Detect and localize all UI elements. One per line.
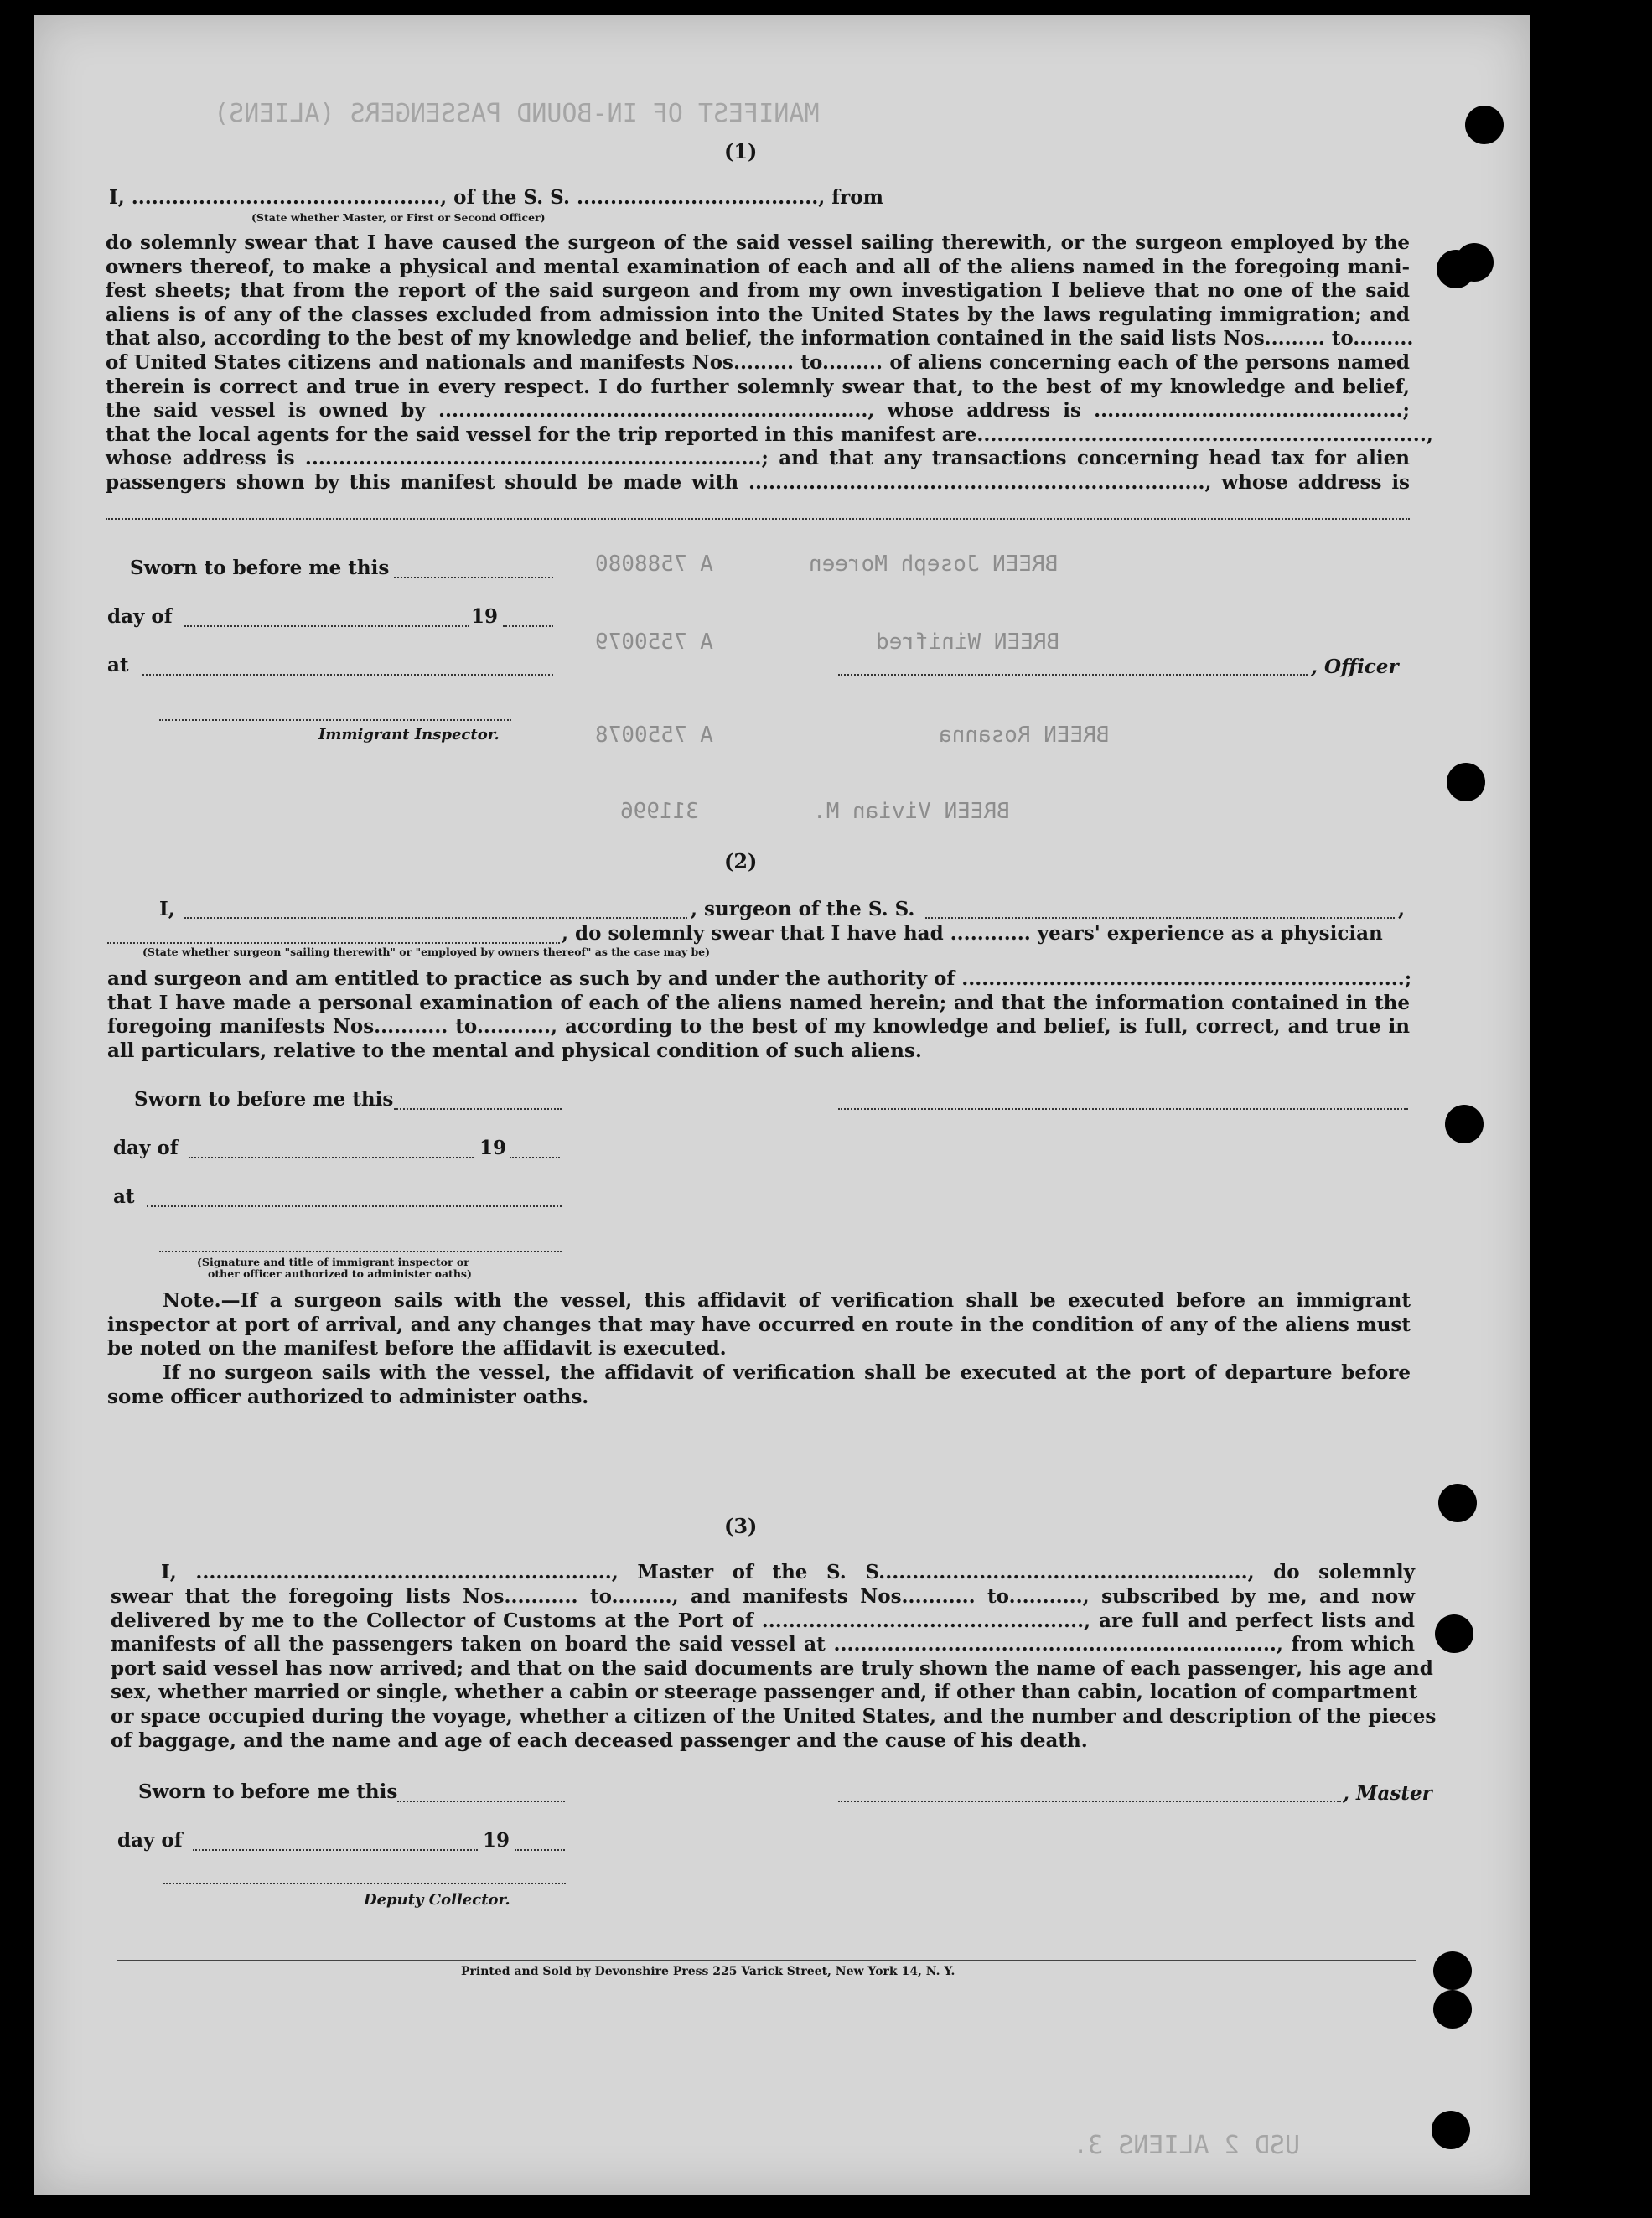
bleed-through-number: A 7588080 — [595, 552, 713, 577]
note-line: If no surgeon sails with the vessel, the affidavit of verification shall be executed at the port of departure before — [163, 1361, 1411, 1384]
section-3-day-field — [193, 1849, 478, 1851]
printer-imprint: Printed and Sold by Devonshire Press 225 Varick Street, New York 14, N. Y. — [461, 1965, 955, 1978]
section-1-caption: (State whether Master, or First or Second Officer) — [251, 211, 546, 224]
section-2-officer-signature-field — [159, 1251, 562, 1252]
section-1-sworn-label: Sworn to before me this — [130, 557, 390, 579]
bleed-through-bottom: USD 2 ALIENS 3. — [1073, 2131, 1300, 2160]
note-line: inspector at port of arrival, and any changes that may have occurred en route in the condition of any of the aliens must — [107, 1313, 1411, 1336]
note-paragraph-2 — [107, 1361, 1411, 1409]
section-1-day-field — [184, 625, 469, 627]
section-3-paragraph — [161, 1561, 1415, 1585]
note-line: Note.—If a surgeon sails with the vessel, this affidavit of verification shall be executed before an immigrant — [163, 1289, 1411, 1312]
binder-hole — [1433, 1951, 1472, 1990]
bleed-through-title: MANIFEST OF IN-BOUND PASSENGERS (ALIENS) — [214, 99, 820, 128]
section-2-day-label: day of — [113, 1137, 179, 1159]
section-1-year-label: 19 — [471, 605, 499, 628]
section-2-at-label: at — [113, 1185, 135, 1208]
footer-rule — [117, 1960, 1416, 1961]
section-1-line: passengers shown by this manifest should be made with ...................................................................., whose address is — [106, 470, 1410, 494]
section-3-year-field — [515, 1849, 565, 1851]
section-2-line: that I have made a personal examination of each of the aliens named herein; and that the information contained in the — [107, 991, 1410, 1014]
section-2-line1-end: , — [1398, 898, 1406, 920]
section-1-day-label: day of — [107, 605, 173, 628]
binder-hole — [1447, 763, 1485, 801]
section-2-line2: , do solemnly swear that I have had ............ years' experience as a physician — [562, 922, 1383, 945]
section-1-line: owners thereof, to make a physical and mental examination of each and all of the aliens named in the foregoing mani- — [106, 255, 1410, 278]
section-3-line: of baggage, and the name and age of each deceased passenger and the cause of his death. — [111, 1728, 1088, 1752]
section-1-line: fest sheets; that from the report of the said surgeon and from my own investigation I believe that no one of the said — [106, 279, 1410, 303]
section-2-line: foregoing manifests Nos........... to..........., according to the best of my knowledge and belief, is full, correct, and true in — [107, 1015, 1410, 1039]
binder-hole — [1435, 1614, 1473, 1653]
section-2-paragraph — [107, 967, 1410, 1063]
section-3-master-field — [838, 1801, 1341, 1802]
section-3-master-label: , Master — [1343, 1782, 1432, 1805]
section-2-vessel-field — [925, 917, 1395, 919]
bleed-through-name: BREEN Winifred — [876, 630, 1060, 655]
section-1-paragraph — [106, 231, 1433, 495]
binder-hole — [1438, 1484, 1477, 1522]
section-3-deputy-field — [163, 1883, 566, 1884]
binder-hole — [1432, 2111, 1470, 2149]
section-2-sworn-field — [394, 1108, 562, 1110]
section-1-line: aliens is of any of the classes excluded from admission into the United States by the laws regulating immigration; and — [106, 303, 1410, 326]
section-2-signature-caption: (Signature and title of immigrant inspector or — [197, 1256, 469, 1268]
section-1-line: that the local agents for the said vessel for the trip reported in this manifest are..................................................................., — [106, 422, 1433, 446]
section-1-officer-field — [838, 674, 1308, 676]
section-1-officer-label: , Officer — [1311, 656, 1399, 678]
section-1-at-label: at — [107, 654, 129, 676]
section-2-signature-caption: other officer authorized to administer oaths) — [208, 1267, 472, 1280]
section-3-line: sex, whether married or single, whether a cabin or steerage passenger and, if other than cabin, location of compartment — [111, 1681, 1418, 1704]
section-2-name-field — [184, 917, 687, 919]
section-3-paragraph-body — [111, 1585, 1437, 1753]
note-line: be noted on the manifest before the affidavit is executed. — [107, 1337, 727, 1360]
bleed-through-name: BREEN Joseph Moreen — [809, 552, 1059, 577]
section-1-inspector-field — [159, 719, 511, 721]
section-3-number: (3) — [724, 1514, 758, 1538]
binder-hole — [1445, 1105, 1484, 1143]
bleed-through-name: BREEN Vivian M. — [813, 799, 1010, 824]
binder-hole — [1433, 1990, 1472, 2029]
section-2-line1-right: , surgeon of the S. S. — [691, 898, 915, 920]
section-1-line: that also, according to the best of my knowledge and belief, the information contained in the said lists Nos......... to......... — [106, 327, 1414, 350]
section-2-at-field — [147, 1205, 562, 1207]
section-3-line: manifests of all the passengers taken on board the said vessel at .................................................................., from which — [111, 1633, 1415, 1656]
bleed-through-number: A 7550078 — [595, 723, 713, 748]
section-2-title-field — [107, 942, 560, 944]
section-1-sworn-field — [394, 577, 553, 578]
section-2-day-field — [189, 1157, 474, 1158]
section-2-number: (2) — [724, 849, 758, 873]
section-2-line: and surgeon and am entitled to practice as such by and under the authority of ..................................................................; — [107, 967, 1412, 990]
section-1-number: (1) — [724, 139, 758, 163]
section-2-line1-left: I, — [159, 898, 175, 920]
section-2-caption: (State whether surgeon "sailing therewith" or "employed by owners thereof" as the case may be) — [142, 946, 711, 958]
section-1-line: the said vessel is owned by ................................................................, whose address is ..............................................; — [106, 399, 1410, 422]
section-1-line: therein is correct and true in every respect. I do further solemnly swear that, to the best of my knowledge and belief, — [106, 375, 1410, 398]
section-3-deputy-caption: Deputy Collector. — [364, 1891, 510, 1909]
section-2-signature-field — [838, 1108, 1408, 1110]
bleed-through-name: BREEN Rosanna — [939, 723, 1110, 748]
section-2-sworn-label: Sworn to before me this — [134, 1088, 394, 1111]
section-2-year-field — [510, 1157, 560, 1158]
section-2-year-label: 19 — [479, 1137, 507, 1159]
section-3-line: port said vessel has now arrived; and that on the said documents are truly shown the name of each passenger, his age and — [111, 1656, 1433, 1680]
bleed-through-number: 311996 — [620, 799, 699, 824]
section-1-first-line: I, .............................................., of the S. S. ...................................., from — [109, 186, 883, 209]
section-3-line: delivered by me to the Collector of Customs at the Port of ................................................, are full and perfect lists and — [111, 1609, 1415, 1632]
section-3-line: I, .............................................................., Master of the S. S......................................................., do solemnly — [161, 1561, 1415, 1583]
section-1-line: of United States citizens and nationals and manifests Nos......... to......... of aliens concerning each of the persons named — [106, 350, 1410, 374]
section-3-day-label: day of — [117, 1829, 183, 1852]
section-1-line: do solemnly swear that I have caused the surgeon of the said vessel sailing therewith, or the surgeon employed by the — [106, 231, 1410, 254]
section-3-line: or space occupied during the voyage, whether a citizen of the United States, and the number and description of the pieces — [111, 1704, 1437, 1728]
binder-hole — [1455, 243, 1494, 282]
section-1-inspector-caption: Immigrant Inspector. — [318, 726, 500, 744]
binder-hole — [1465, 106, 1504, 144]
section-3-year-label: 19 — [483, 1829, 510, 1852]
section-1-trailing-line — [106, 518, 1410, 520]
note-line: some officer authorized to administer oaths. — [107, 1385, 589, 1408]
section-3-line: swear that the foregoing lists Nos........... to........., and manifests Nos........... to..........., subscribed by me, and now — [111, 1585, 1415, 1608]
section-3-sworn-label: Sworn to before me this — [138, 1780, 398, 1803]
note-paragraph — [107, 1289, 1411, 1361]
section-1-year-field — [503, 625, 553, 627]
section-2-line: all particulars, relative to the mental and physical condition of such aliens. — [107, 1039, 922, 1062]
section-1-line: whose address is ....................................................................; and that any transactions concerning head tax for alien — [106, 447, 1410, 470]
manifest-page — [34, 15, 1530, 2195]
section-1-at-field — [142, 674, 553, 676]
section-3-sworn-field — [397, 1801, 565, 1802]
bleed-through-number: A 7550079 — [595, 630, 713, 655]
